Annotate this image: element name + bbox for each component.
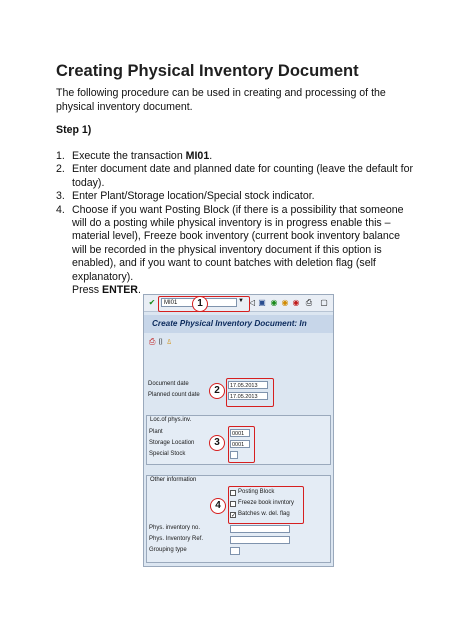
document-date-field[interactable]: 17.05.2013 (228, 381, 268, 389)
enter-check-icon[interactable]: ✔ (148, 298, 156, 307)
list-item (56, 163, 416, 190)
planned-count-date-field[interactable]: 17.05.2013 (228, 392, 268, 400)
application-toolbar (149, 337, 172, 347)
press-text: Press (72, 284, 103, 297)
batches-checkbox[interactable]: ✓ (231, 513, 237, 519)
grouping-type-field[interactable] (230, 547, 240, 555)
phys-inventory-ref-field[interactable] (230, 536, 290, 544)
step-text: Execute the transaction (72, 150, 186, 162)
step-number: 3. (56, 190, 65, 203)
storage-location-field[interactable]: 0001 (230, 440, 250, 448)
person-icon[interactable]: ♙ (165, 337, 173, 346)
screen-title: Create Physical Inventory Document: In (144, 315, 333, 333)
step-number: 2. (56, 163, 65, 176)
plant-field[interactable]: 0001 (230, 429, 250, 437)
grouping-type-label: Grouping type (149, 547, 187, 553)
freeze-book-label: Freeze book invntory (238, 500, 295, 506)
phys-inventory-ref-label: Phys. Inventory Ref. (149, 536, 204, 542)
list-item (56, 190, 416, 203)
intro-paragraph: The following procedure can be used in creating and processing of the physical inventory document. (56, 87, 386, 113)
cancel-icon[interactable]: ◉ (292, 298, 300, 307)
planned-count-date-label: Planned count date (148, 392, 200, 398)
back-arrow-icon[interactable]: ◁ (248, 298, 256, 307)
list-item (56, 150, 416, 163)
print-preview-icon[interactable]: ⎙ (149, 337, 156, 346)
callout-badge: 2 (209, 383, 225, 399)
other-information-title: Other information (150, 477, 197, 483)
storage-location-label: Storage Location (149, 440, 195, 446)
back-icon[interactable]: ◉ (270, 298, 278, 307)
step-number: 1. (56, 150, 65, 162)
step-text: Choose if you want Posting Block (if there is a possibility that someone will do a posting while physical inventory is in progress enable this – material level), Freeze book inventory (current book inventory balance will be recorded in the physical inventory document if this option is enabled), and if you want to count batches with deletion flag (self explanatory). (72, 203, 404, 283)
step-heading: Step 1) (56, 124, 92, 136)
chevron-down-icon[interactable]: ▼ (238, 298, 244, 304)
list-item (56, 204, 416, 284)
page-title: Creating Physical Inventory Document (56, 62, 359, 80)
callout-badge: 3 (209, 435, 225, 451)
highlight-box (228, 426, 255, 463)
plant-label: Plant (149, 429, 163, 435)
save-icon[interactable]: ▣ (258, 298, 266, 307)
batches-label: Batches w. del. flag (238, 511, 290, 517)
callout-badge: 1 (192, 296, 208, 312)
press-end: . (137, 284, 141, 297)
steps-list (56, 150, 416, 297)
sap-screenshot (143, 294, 334, 567)
command-field[interactable]: MI01 (161, 298, 237, 307)
step-text-end: . (209, 150, 213, 162)
highlight-box (226, 378, 274, 407)
location-group-title: Loc.of phys.inv. (150, 417, 192, 423)
document-date-label: Document date (148, 381, 189, 387)
phys-inventory-no-label: Phys. inventory no. (149, 525, 201, 531)
exit-icon[interactable]: ◉ (281, 298, 289, 307)
document-icon[interactable]: ▯ (157, 337, 164, 346)
highlight-box (228, 486, 304, 524)
print-icon[interactable]: ⎙ (305, 298, 313, 307)
step-text: Enter Plant/Storage location/Special stock indicator. (72, 190, 315, 203)
step-number: 4. (56, 203, 65, 216)
callout-badge: 4 (210, 498, 226, 514)
phys-inventory-no-field[interactable] (230, 525, 290, 533)
step-text: Enter document date and planned date for counting (leave the default for today). (72, 163, 414, 189)
transaction-code: MI01 (185, 150, 210, 162)
special-stock-label: Special Stock (149, 451, 186, 457)
posting-block-label: Posting Block (238, 489, 275, 495)
enter-key: ENTER (102, 284, 138, 297)
new-session-icon[interactable]: ▢ (320, 298, 328, 307)
